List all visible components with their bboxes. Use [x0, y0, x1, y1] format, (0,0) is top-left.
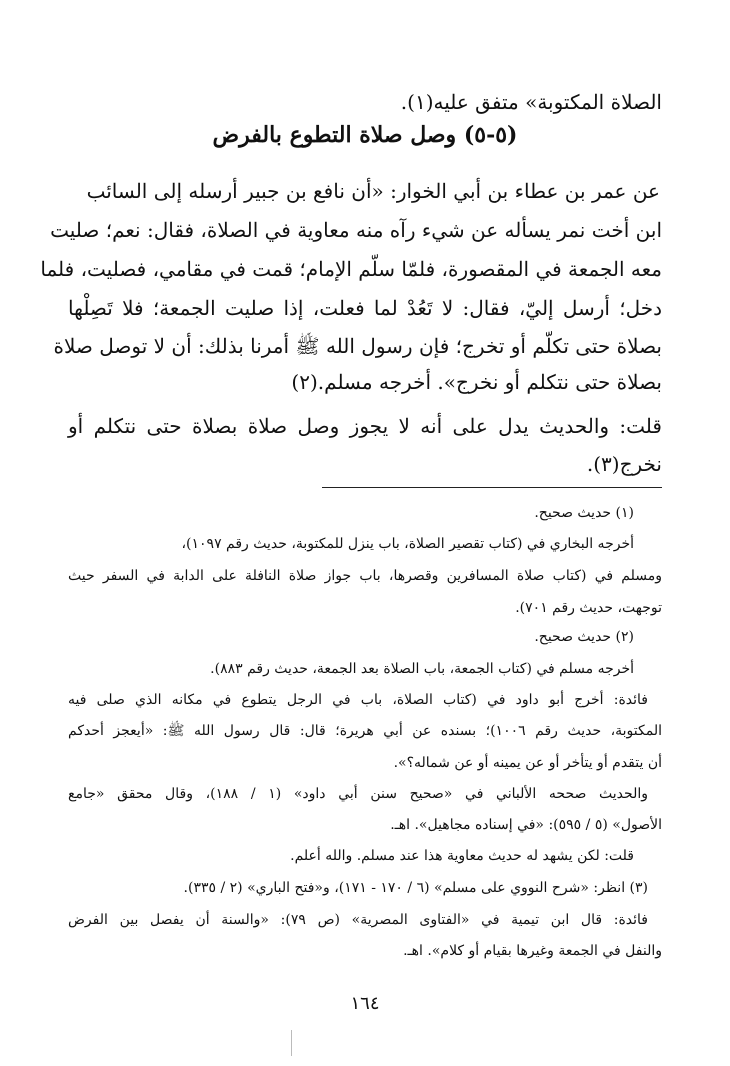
footnote-line: والحديث صححه الألباني في «صحيح سنن أبي داود» (١ / ١٨٨)، وقال محقق «جامع — [68, 786, 648, 802]
footnote-line: (٣) انظر: «شرح النووي على مسلم» (٦ / ١٧٠ - ١٧١)، و«فتح الباري» (٢ / ٣٣٥). — [183, 880, 648, 896]
footnote-line: قلت: لكن يشهد له حديث معاوية هذا عند مسلم. والله أعلم. — [290, 848, 634, 864]
footnote-line: أخرجه مسلم في (كتاب الجمعة، باب الصلاة بعد الجمعة، حديث رقم ٨٨٣). — [210, 661, 634, 677]
footnote-line: والنفل في الجمعة وغيرها بقيام أو كلام». اهـ. — [403, 943, 662, 959]
footnote-line: المكتوبة، حديث رقم ١٠٠٦)؛ بسنده عن أبي هريرة؛ قال: قال رسول الله ﷺ: «أيعجز أحدكم — [68, 723, 662, 739]
footnote-line: ومسلم في (كتاب صلاة المسافرين وقصرها، باب جواز صلاة النافلة على الدابة في السفر حيث — [68, 568, 662, 584]
footnote-line: (١) حديث صحيح. — [534, 505, 634, 521]
footnote-separator — [322, 487, 662, 488]
footnote-line: أخرجه البخاري في (كتاب تقصير الصلاة، باب ينزل للمكتوبة، حديث رقم ١٠٩٧)، — [181, 536, 634, 552]
paragraph2-line: نخرج(٣). — [586, 452, 662, 476]
paragraph1-line: بصلاة حتى نتكلم أو نخرج». أخرجه مسلم.(٢) — [291, 370, 662, 394]
body-line-top: الصلاة المكتوبة» متفق عليه(١). — [400, 90, 662, 114]
footnote-line: توجهت، حديث رقم ٧٠١). — [515, 600, 662, 616]
footnote-line: أن يتقدم أو يتأخر أو عن يمينه أو عن شماله؟». — [393, 755, 662, 771]
footnote-line: فائدة: قال ابن تيمية في «الفتاوى المصرية» (ص ٧٩): «والسنة أن يفصل بين الفرض — [68, 912, 648, 928]
section-heading: (٥-٥) وصل صلاة التطوع بالفرض — [212, 122, 518, 148]
footnote-line: (٢) حديث صحيح. — [534, 629, 634, 645]
paragraph1-line: عن عمر بن عطاء بن أبي الخوار: «أن نافع بن جبير أرسله إلى السائب — [86, 179, 660, 203]
paragraph1-line: دخل؛ أرسل إليّ، فقال: لا تَعُدْ لما فعلت، إذا صليت الجمعة؛ فلا تَصِلْها — [68, 296, 662, 320]
footnote-line: الأصول» (٥ / ٥٩٥): «في إسناده مجاهيل». اهـ. — [390, 817, 662, 833]
scan-mark — [291, 1030, 292, 1056]
paragraph2-line: قلت: والحديث يدل على أنه لا يجوز وصل صلاة بصلاة حتى نتكلم أو — [68, 414, 662, 438]
paragraph1-line: بصلاة حتى تكلّم أو تخرج؛ فإن رسول الله ﷺ أمرنا بذلك: أن لا توصل صلاة — [53, 334, 662, 358]
paragraph1-line: ابن أخت نمر يسأله عن شيء رآه منه معاوية في الصلاة، فقال: نعم؛ صليت — [50, 218, 662, 242]
page-number: ١٦٤ — [350, 993, 380, 1014]
footnote-line: فائدة: أخرج أبو داود في (كتاب الصلاة، باب في الرجل يتطوع في مكانه الذي صلى فيه — [68, 692, 648, 708]
paragraph1-line: معه الجمعة في المقصورة، فلمّا سلّم الإمام؛ قمت في مقامي، فصليت، فلما — [40, 257, 662, 281]
